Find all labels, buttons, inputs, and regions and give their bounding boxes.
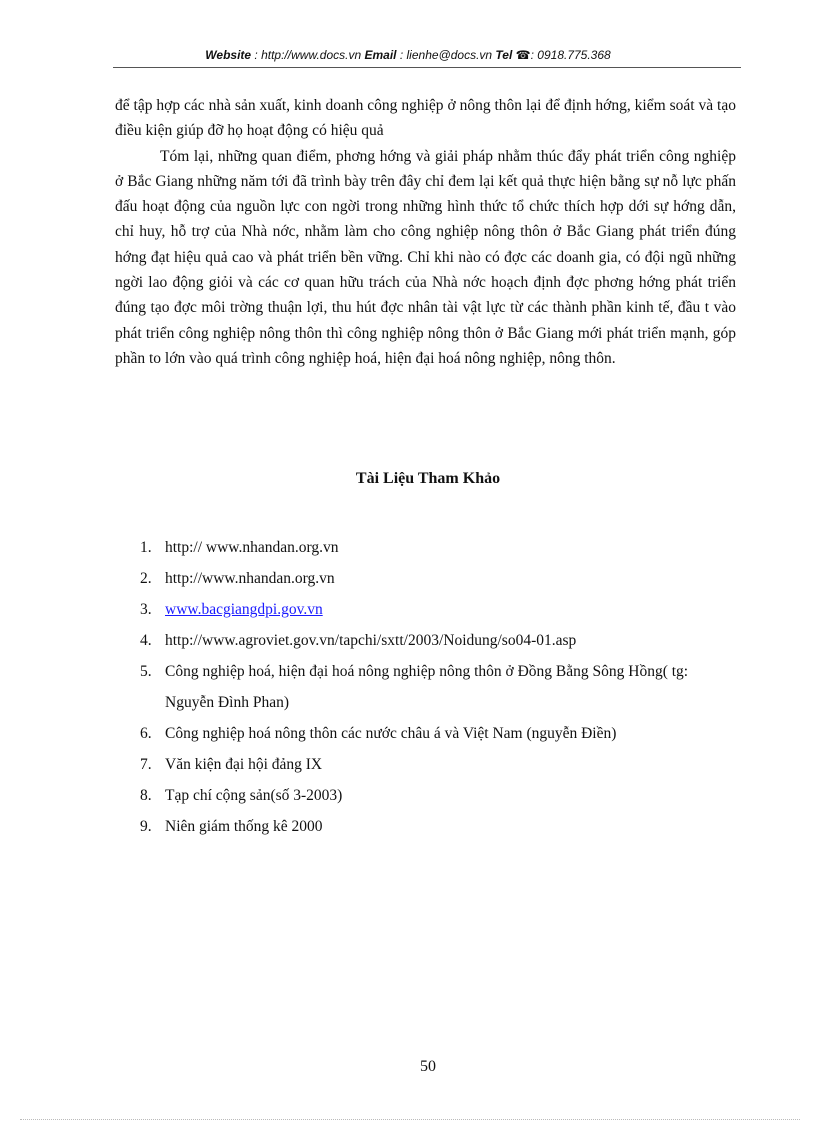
reference-number: 9. xyxy=(140,818,152,835)
reference-item xyxy=(140,811,740,842)
reference-text: http:// www.nhandan.org.vn xyxy=(165,539,339,556)
page-header xyxy=(0,48,816,62)
website-label: Website xyxy=(205,48,252,62)
reference-item xyxy=(140,718,740,749)
references-title: Tài Liệu Tham Khảo xyxy=(355,470,501,487)
email-value[interactable]: : lienhe@docs.vn xyxy=(399,48,493,62)
paragraph-2: Tóm lại, những quan điểm, phơng hớng và giải pháp nhằm thúc đẩy phát triển công nghiệp ở Bắc Giang những năm tới đã trình bày trên đây chỉ đem lại kết quả thực hiện bằng sự nỗ lực phấn đấu hoạt động của nguồn lực con ngời trong những hình thức tổ chức thích hợp dới sự hớng dẫn, chỉ huy, hỗ trợ của Nhà nớc, nhằm làm cho công nghiệp nông thôn ở Bắc Giang phát triển đúng hớng đạt hiệu quả cao và phát triển bền vững. Chỉ khi nào có đợc các doanh gia, có đội ngũ những ngời lao động giỏi và các cơ quan hữu trách của Nhà nớc hoạch định đợc phơng hớng phát triển đúng tạo đợc môi trờng thuận lợi, thu hút đợc nhân tài vật lực từ các thành phần kinh tế, đầu t vào phát triển công nghiệp nông thôn thì công nghiệp nông thôn ở Bắc Giang mới phát triển mạnh, góp phần to lớn vào quá trình công nghiệp hoá, hiện đại hoá nông nghiệp, nông thôn. xyxy=(115,147,736,367)
website-value[interactable]: : http://www.docs.vn xyxy=(254,48,362,62)
body-text xyxy=(115,93,736,371)
reference-item xyxy=(140,656,740,718)
reference-link[interactable]: www.bacgiangdpi.gov.vn xyxy=(165,601,323,618)
paragraph-1: để tập hợp các nhà sản xuất, kinh doanh công nghiệp ở nông thôn lại để định hớng, kiểm soát và tạo điều kiện giúp đỡ họ hoạt động có hiệu quả xyxy=(115,97,736,140)
reference-text: Tạp chí cộng sản(số 3-2003) xyxy=(165,787,343,804)
reference-number: 4. xyxy=(140,632,152,649)
reference-number: 2. xyxy=(140,570,152,587)
reference-item xyxy=(140,563,740,594)
page-number: 50 xyxy=(420,1058,436,1075)
reference-text: Công nghiệp hoá, hiện đại hoá nông nghiệp nông thôn ở Đồng Bằng Sông Hồng( tg: Nguyễn Đình Phan) xyxy=(165,663,689,711)
email-label: Email xyxy=(364,48,397,62)
reference-number: 8. xyxy=(140,787,152,804)
tel-value: : 0918.775.368 xyxy=(530,48,611,62)
reference-item xyxy=(140,749,740,780)
bottom-divider xyxy=(20,1119,800,1120)
reference-text: Văn kiện đại hội đảng IX xyxy=(165,756,323,773)
reference-item xyxy=(140,594,740,625)
reference-text: Công nghiệp hoá nông thôn các nước châu á và Việt Nam (nguyễn Điền) xyxy=(165,725,617,742)
reference-text: Niên giám thống kê 2000 xyxy=(165,818,323,835)
reference-text: http://www.agroviet.gov.vn/tapchi/sxtt/2003/Noidung/so04-01.asp xyxy=(165,632,577,649)
reference-number: 1. xyxy=(140,539,152,556)
reference-text: http://www.nhandan.org.vn xyxy=(165,570,335,587)
phone-icon: ☎ xyxy=(515,48,531,62)
reference-number: 5. xyxy=(140,663,152,680)
reference-item xyxy=(140,625,740,656)
tel-label: Tel xyxy=(495,48,513,62)
header-divider xyxy=(113,67,741,68)
references-list xyxy=(140,532,740,842)
reference-item xyxy=(140,780,740,811)
reference-number: 3. xyxy=(140,601,152,618)
reference-item xyxy=(140,532,740,563)
reference-number: 7. xyxy=(140,756,152,773)
reference-number: 6. xyxy=(140,725,152,742)
